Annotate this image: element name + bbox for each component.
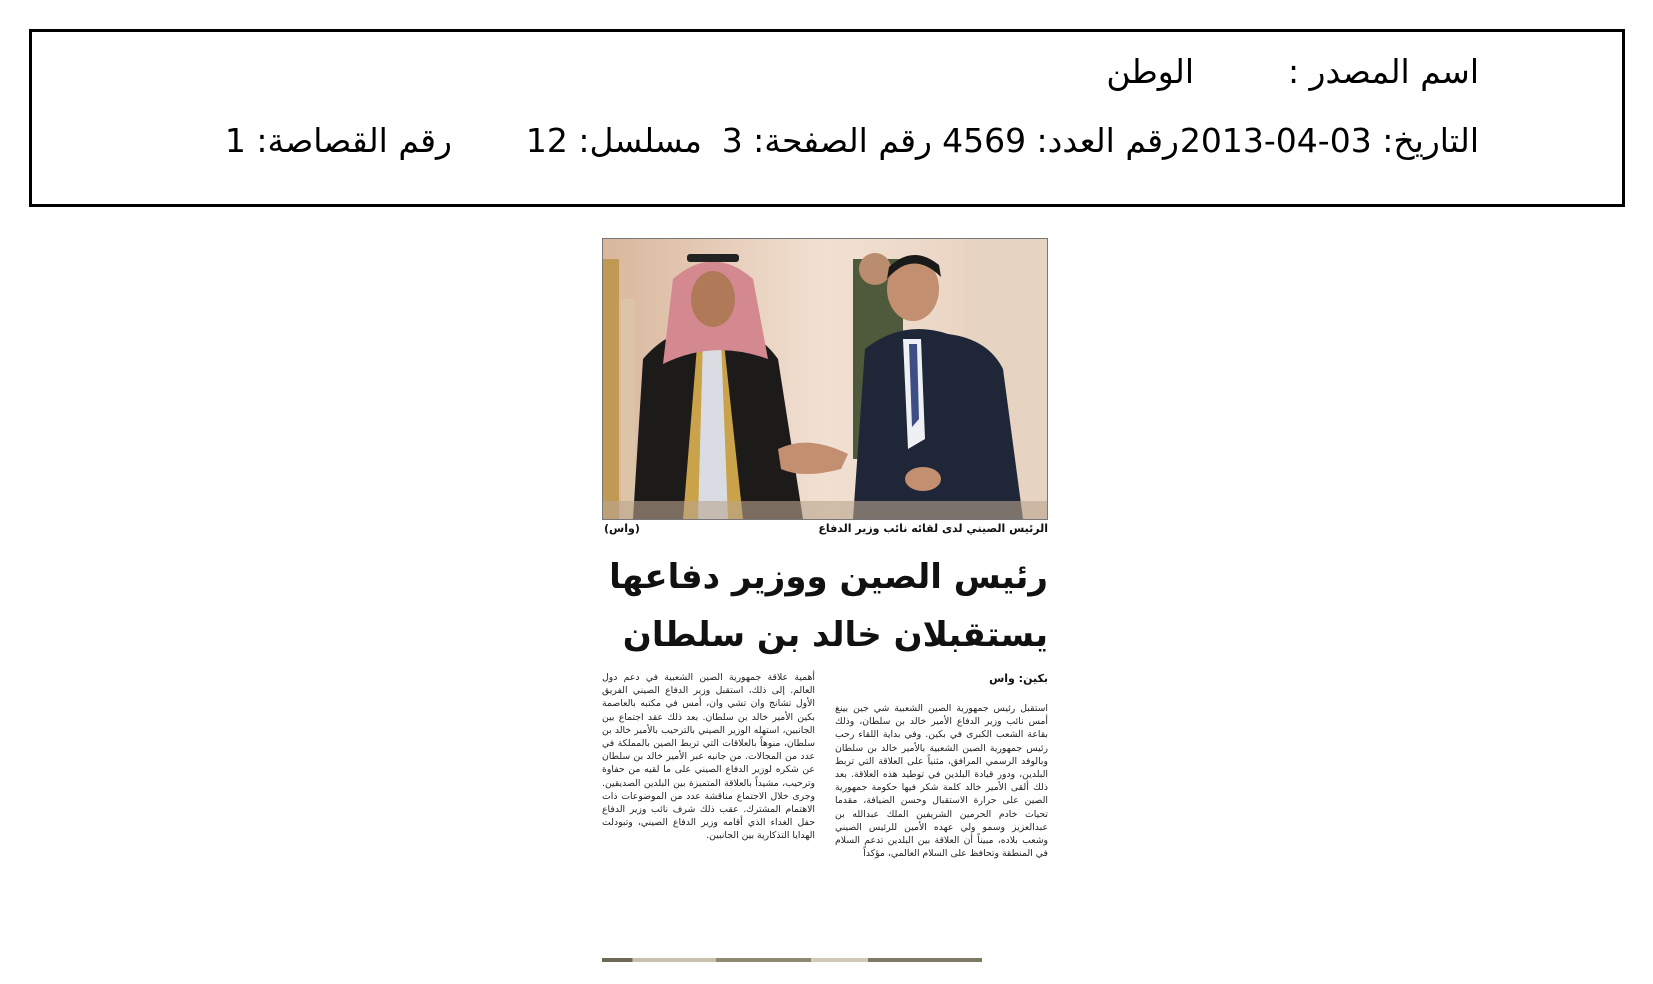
newspaper-clipping: [602, 238, 1048, 968]
issue-number-field: رقم العدد: 4569: [942, 121, 1179, 160]
photo-caption: الرئيس الصيني لدى لقائه نائب وزير الدفاع: [818, 522, 1048, 535]
article-column-right: استقبل رئيس جمهورية الصين الشعبية شي جين بينغ أمس نائب وزير الدفاع الأمير خالد بن سلطان، وذلك بقاعة الشعب الكبرى في بكين. وفي بداية اللقاء رحب رئيس جمهورية الصين الشعبية بالأمير خالد بن سلطان وبالوفد الرسمي المرافق، مثنياً على العلاقة التي تربط البلدين، ودور قيادة البلدين في توطيد هذه العلاقة. بعد ذلك ألقى الأمير خالد كلمة شكر فيها حكومة جمهورية الصين على حرارة الاستقبال وحسن الضيافة، مقدما تحيات خادم الحرمين الشريفين الملك عبدالله بن عبدالعزيز وسمو ولي عهده الأمين للرئيس الصيني وشعب بلاده، مبيناً أن العلاقة بين البلدين تدعم السلام في المنطقة وتحافظ على السلام العالمي، مؤكداً: [835, 703, 1048, 860]
page-number-field: رقم الصفحة: 3: [721, 121, 932, 160]
article-headline: رئيس الصين ووزير دفاعها يستقبلان خالد بن سلطان: [609, 557, 1048, 655]
article-column-left: أهمية علاقة جمهورية الصين الشعبية في دعم دول العالم. إلى ذلك، استقبل وزير الدفاع الصيني الفريق الأول تشانج وان تشي وان، أمس في مكتبه بالعاصمة بكين الأمير خالد بن سلطان. بعد ذلك عقد اجتماع بين الجانبين، استهله الوزير الصيني بالترحيب بالأمير خالد بن سلطان، منوهاً بالعلاقات التي تربط الصين بالمملكة في عدد من المجالات. من جانبه عبر الأمير خالد بن سلطان عن شكره لوزير الدفاع الصيني على ما لقيه من حفاوة وترحيب، مشيداً بالعلاقة المتميزة بين البلدين الصديقين. وجرى خلال الاجتماع مناقشة عدد من الموضوعات ذات الاهتمام المشترك. عقب ذلك شرف نائب وزير الدفاع حفل الغداء الذي أقامه وزير الدفاع الصيني، وتبودلت الهدايا التذكارية بين الجانبين.: [602, 672, 815, 842]
article-photo: [602, 238, 1048, 520]
photo-credit: (واس): [604, 522, 640, 535]
clipping-header-box: [29, 29, 1625, 207]
handshake-photo-illustration: [603, 239, 1047, 519]
source-value: الوطن: [1106, 52, 1194, 91]
next-article-image-strip: [602, 958, 982, 962]
source-label: اسم المصدر :: [1287, 52, 1479, 91]
serial-field: مسلسل: 12: [525, 121, 702, 160]
article-byline: بكين: واس: [989, 672, 1048, 685]
clip-number-field: رقم القصاصة: 1: [224, 121, 452, 160]
date-field: التاريخ: 03-04-2013: [1179, 121, 1479, 160]
